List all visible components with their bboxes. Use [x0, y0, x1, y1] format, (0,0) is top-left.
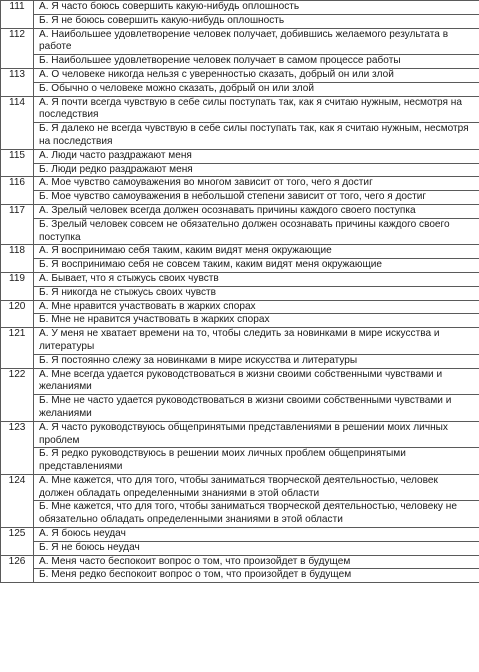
option-a: А. Бывает, что я стыжусь своих чувств	[34, 272, 479, 286]
question-row-b	[1, 14, 479, 28]
question-number: 125	[1, 528, 34, 556]
option-a: А. Я часто руководствуюсь общепринятыми представлениями в решении моих личных проблем	[34, 421, 479, 448]
option-b: Б. Я никогда не стыжусь своих чувств	[34, 286, 479, 300]
question-row-b	[1, 314, 479, 328]
option-a: А. Мне кажется, что для того, чтобы заниматься творческой деятельностью, человек должен обладать определенными знаниями в этой области	[34, 474, 479, 501]
question-row-a	[1, 28, 479, 55]
question-row-a	[1, 555, 479, 569]
option-b: Б. Я далеко не всегда чувствую в себе силы поступать так, как я считаю нужным, несмотря на последствия	[34, 123, 479, 150]
option-a: А. Мне всегда удается руководствоваться в жизни своими собственными чувствами и желаниями	[34, 368, 479, 395]
question-row-b	[1, 163, 479, 177]
question-row-b	[1, 259, 479, 273]
question-row-b	[1, 82, 479, 96]
option-a: А. Меня часто беспокоит вопрос о том, что произойдет в будущем	[34, 555, 479, 569]
question-number: 112	[1, 28, 34, 68]
question-row-a	[1, 68, 479, 82]
question-row-b	[1, 448, 479, 475]
question-number: 122	[1, 368, 34, 421]
question-row-a	[1, 368, 479, 395]
question-row-a	[1, 96, 479, 123]
question-number: 123	[1, 421, 34, 474]
question-number: 126	[1, 555, 34, 583]
question-row-b	[1, 55, 479, 69]
question-number: 120	[1, 300, 34, 328]
question-row-b	[1, 541, 479, 555]
option-b: Б. Зрелый человек совсем не обязательно должен осознавать причины каждого своего поступка	[34, 218, 479, 245]
option-a: А. Я почти всегда чувствую в себе силы поступать так, как я считаю нужным, несмотря на последствия	[34, 96, 479, 123]
question-row-a	[1, 300, 479, 314]
option-a: А. Я боюсь неудач	[34, 528, 479, 542]
question-row-b	[1, 123, 479, 150]
option-a: А. Мое чувство самоуважения во многом зависит от того, чего я достиг	[34, 177, 479, 191]
question-row-b	[1, 191, 479, 205]
question-row-b	[1, 501, 479, 528]
option-b: Б. Мне не нравится участвовать в жарких спорах	[34, 314, 479, 328]
option-b: Б. Я редко руководствуюсь в решении моих личных проблем общепринятыми представлениями	[34, 448, 479, 475]
question-number: 117	[1, 204, 34, 244]
question-number: 113	[1, 68, 34, 96]
option-b: Б. Люди редко раздражают меня	[34, 163, 479, 177]
question-row-b	[1, 218, 479, 245]
question-number: 115	[1, 149, 34, 177]
option-a: А. О человеке никогда нельзя с уверенностью сказать, добрый он или злой	[34, 68, 479, 82]
question-row-a	[1, 1, 479, 15]
option-a: А. Наибольшее удовлетворение человек получает, добившись желаемого результата в работе	[34, 28, 479, 55]
question-row-b	[1, 286, 479, 300]
question-number: 124	[1, 474, 34, 527]
option-b: Б. Наибольшее удовлетворение человек получает в самом процессе работы	[34, 55, 479, 69]
option-b: Б. Обычно о человеке можно сказать, добрый он или злой	[34, 82, 479, 96]
question-number: 121	[1, 328, 34, 368]
questionnaire-body	[1, 1, 479, 583]
question-row-a	[1, 328, 479, 355]
option-b: Б. Я постоянно слежу за новинками в мире искусства и литературы	[34, 354, 479, 368]
question-number: 118	[1, 245, 34, 273]
option-b: Б. Я не боюсь неудач	[34, 541, 479, 555]
option-b: Б. Мне кажется, что для того, чтобы заниматься творческой деятельностью, человеку не обязательно обладать определенными знаниями в этой области	[34, 501, 479, 528]
option-a: А. Мне нравится участвовать в жарких спорах	[34, 300, 479, 314]
option-b: Б. Мое чувство самоуважения в небольшой степени зависит от того, чего я достиг	[34, 191, 479, 205]
question-row-b	[1, 569, 479, 583]
option-a: А. Я воспринимаю себя таким, каким видят меня окружающие	[34, 245, 479, 259]
question-row-a	[1, 528, 479, 542]
option-b: Б. Мне не часто удается руководствоваться в жизни своими собственными чувствами и желаниями	[34, 395, 479, 422]
option-a: А. Зрелый человек всегда должен осознавать причины каждого своего поступка	[34, 204, 479, 218]
question-row-a	[1, 177, 479, 191]
question-number: 114	[1, 96, 34, 149]
question-row-a	[1, 474, 479, 501]
option-a: А. У меня не хватает времени на то, чтобы следить за новинками в мире искусства и литературы	[34, 328, 479, 355]
question-row-a	[1, 421, 479, 448]
option-a: А. Я часто боюсь совершить какую-нибудь оплошность	[34, 1, 479, 15]
question-number: 116	[1, 177, 34, 205]
option-b: Б. Меня редко беспокоит вопрос о том, что произойдет в будущем	[34, 569, 479, 583]
option-b: Б. Я не боюсь совершить какую-нибудь оплошность	[34, 14, 479, 28]
option-b: Б. Я воспринимаю себя не совсем таким, каким видят меня окружающие	[34, 259, 479, 273]
question-row-b	[1, 395, 479, 422]
option-a: А. Люди часто раздражают меня	[34, 149, 479, 163]
question-row-a	[1, 204, 479, 218]
question-row-a	[1, 245, 479, 259]
question-number: 119	[1, 272, 34, 300]
question-row-b	[1, 354, 479, 368]
question-number: 111	[1, 1, 34, 29]
question-row-a	[1, 149, 479, 163]
question-row-a	[1, 272, 479, 286]
